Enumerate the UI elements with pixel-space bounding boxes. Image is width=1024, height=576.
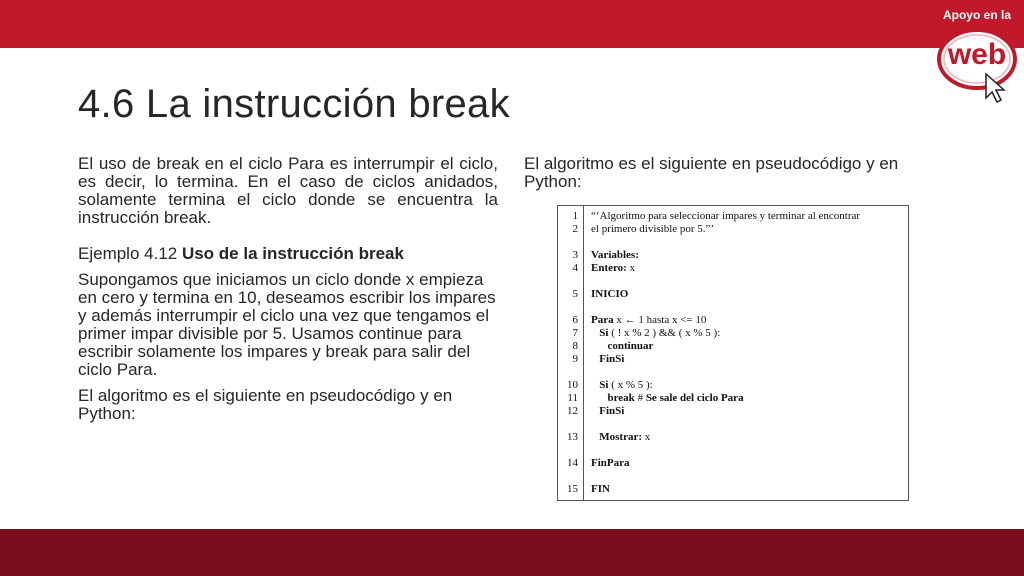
- line-number: 5: [572, 288, 578, 300]
- logo-caption: Apoyo en la: [942, 8, 1011, 22]
- code-line: [558, 405, 908, 418]
- code-line: [558, 457, 908, 470]
- line-number: 8: [572, 340, 578, 352]
- code-text: [591, 249, 639, 262]
- code-text: break # Se sale del ciclo Para: [607, 392, 744, 404]
- code-keyword: Mostrar:: [599, 431, 643, 443]
- code-line: [558, 340, 908, 353]
- code-keyword: FinPara: [591, 457, 630, 469]
- code-keyword: Entero:: [591, 262, 627, 274]
- line-number: 12: [567, 405, 578, 417]
- example-heading: [78, 245, 498, 263]
- code-text: el primero divisible por 5.”’: [591, 223, 715, 235]
- code-text: Si ( x % 5 ):: [599, 379, 653, 391]
- apoyo-web-logo: [930, 4, 1024, 104]
- intro-paragraph: El uso de break en el ciclo Para es interrumpir el ciclo, es decir, lo termina. En el caso de ciclos anidados, solamente termina el ciclo donde se encuentra la instrucción break.: [78, 154, 498, 227]
- line-number: 9: [572, 353, 578, 365]
- code-keyword: Si: [599, 379, 609, 391]
- line-number: 4: [572, 262, 578, 274]
- example-prefix: Ejemplo 4.12: [78, 244, 182, 263]
- code-text: [591, 353, 624, 366]
- right-column: [524, 155, 944, 191]
- code-keyword: Si: [599, 327, 609, 339]
- code-line: [558, 314, 908, 327]
- code-keyword: Para: [591, 314, 614, 326]
- left-column: [78, 155, 498, 423]
- code-text: [591, 405, 624, 418]
- code-keyword: FinSi: [599, 353, 625, 365]
- code-line: [558, 353, 908, 366]
- line-number: 3: [572, 249, 578, 261]
- code-line: [558, 262, 908, 275]
- code-line: [558, 431, 908, 444]
- code-line: [558, 392, 908, 405]
- algorithm-intro-left: El algoritmo es el siguiente en pseudocódigo y en Python:: [78, 386, 453, 423]
- code-text: [591, 288, 628, 301]
- code-text: “‘Algoritmo para seleccionar impares y terminar al encontrar: [591, 210, 861, 222]
- code-line: [558, 327, 908, 340]
- line-number: 6: [572, 314, 578, 326]
- code-line: [558, 210, 908, 223]
- code-keyword: continuar: [607, 340, 654, 352]
- example-title: Uso de la instrucción break: [181, 244, 404, 263]
- code-keyword: Variables:: [591, 249, 639, 261]
- line-number: 13: [567, 431, 578, 443]
- code-keyword: INICIO: [591, 288, 629, 300]
- line-number: 7: [572, 327, 578, 339]
- bottom-banner: [0, 529, 1024, 576]
- example-description: Supongamos que iniciamos un ciclo donde x empieza en cero y termina en 10, deseamos escribir los impares y además interrumpir el ciclo una vez que tengamos el primer impar divisible por 5. Usamos continue para escribir solamente los impares y break para salir del ciclo Para.: [78, 270, 496, 379]
- line-number: 1: [572, 210, 578, 222]
- code-text: [591, 340, 653, 353]
- code-line: [558, 483, 908, 496]
- slide-title: 4.6 La instrucción break: [78, 82, 510, 126]
- code-line: [558, 223, 908, 236]
- line-number: 14: [567, 457, 578, 469]
- line-number: 2: [572, 223, 578, 235]
- algorithm-intro-right: El algoritmo es el siguiente en pseudocódigo y en Python:: [524, 154, 899, 191]
- code-keyword: FIN: [591, 483, 610, 495]
- line-number: 11: [567, 392, 578, 404]
- code-line: [558, 288, 908, 301]
- code-keyword: FinSi: [599, 405, 625, 417]
- code-text: [591, 483, 610, 496]
- logo-word: web: [947, 38, 1007, 71]
- code-comment: Se sale del ciclo Para: [645, 392, 744, 404]
- code-line: [558, 249, 908, 262]
- code-keyword: break: [607, 392, 635, 404]
- code-text: Para x ← 1 hasta x <= 10: [591, 314, 707, 326]
- pseudocode-listing: [557, 205, 909, 501]
- line-number: 15: [567, 483, 578, 495]
- code-line: [558, 379, 908, 392]
- code-text: Entero: x: [591, 262, 636, 274]
- code-text: Si ( ! x % 2 ) && ( x % 5 ):: [599, 327, 721, 339]
- top-banner: [0, 0, 1024, 48]
- code-text: [591, 457, 630, 470]
- code-text: Mostrar: x: [599, 431, 651, 443]
- line-number: 10: [567, 379, 578, 391]
